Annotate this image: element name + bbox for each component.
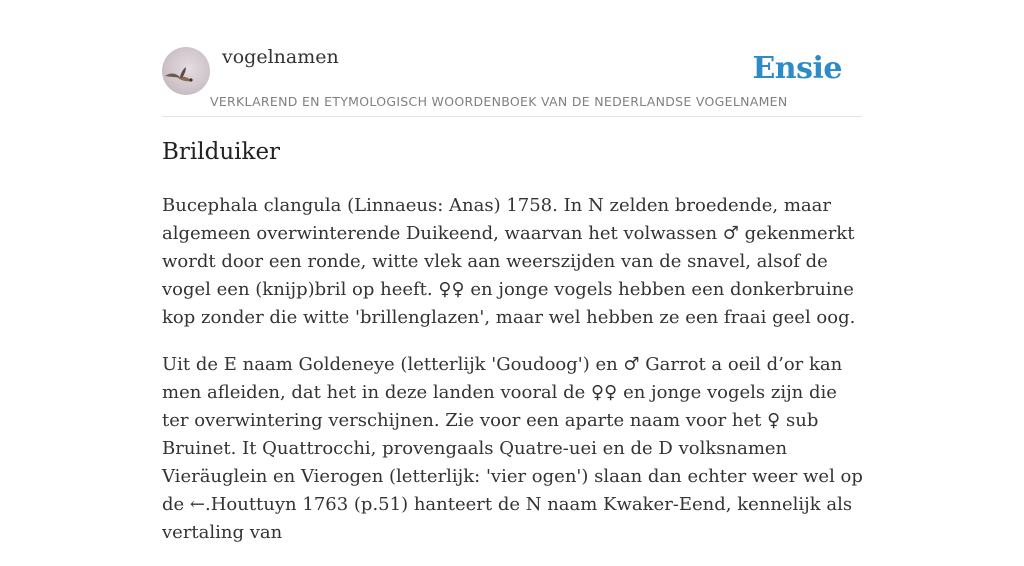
article-body	[162, 192, 866, 566]
site-name[interactable]: vogelnamen	[222, 46, 339, 68]
bird-in-flight-icon	[162, 47, 210, 95]
page-title: Brilduiker	[162, 139, 281, 165]
brand-logo[interactable]: Ensie	[752, 51, 842, 86]
avatar[interactable]	[162, 47, 210, 95]
site-subtitle: VERKLAREND EN ETYMOLOGISCH WOORDENBOEK VAN DE NEDERLANDSE VOGELNAMEN	[210, 94, 788, 109]
article-paragraph: Bucephala clangula (Linnaeus: Anas) 1758. In N zelden broedende, maar algemeen overwinterende Duikeend, waarvan het volwassen ♂ gekenmerkt wordt door een ronde, witte vlek aan weerszijden van de snavel, alsof de vogel een (knijp)bril op heeft. ♀♀ en jonge vogels hebben een donkerbruine kop zonder die witte 'brillenglazen', maar wel hebben ze een fraai geel oog.	[162, 195, 856, 328]
site-header	[162, 40, 862, 117]
article-paragraph: Uit de E naam Goldeneye (letterlijk 'Goudoog') en ♂ Garrot a oeil d’or kan men afleiden, dat het in deze landen vooral de ♀♀ en jonge vogels zijn die ter overwintering verschijnen. Zie voor een aparte naam voor het ♀ sub Bruinet. It Quattrocchi, provengaals Quatre-uei en de D volksnamen Vieräuglein en Vierogen (letterlijk: 'vier ogen') slaan dan echter weer wel op de ←.Houttuyn 1763 (p.51) hanteert de N naam Kwaker-Eend, kennelijk als vertaling van	[162, 354, 863, 543]
